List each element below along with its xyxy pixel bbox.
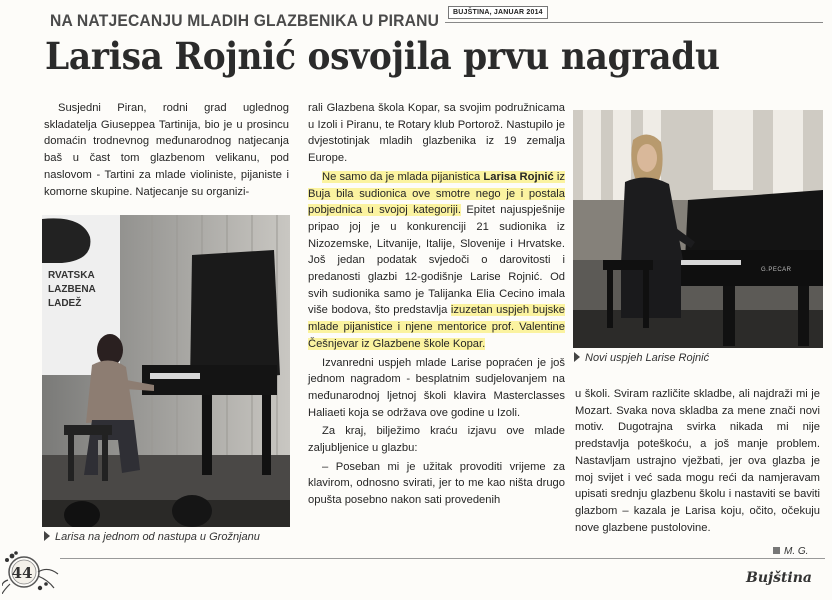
highlight: iz Buja bila sudionica ove smotre nego je i postala pobjednica u svojoj kategoriji. bbox=[308, 170, 566, 217]
caption-text: Novi uspjeh Larise Rojnić bbox=[585, 352, 710, 364]
caption-marker-icon bbox=[574, 352, 580, 362]
paragraph: u školi. Sviram različite skladbe, ali najdraži mi je Mozart. Svaka nova skladba za mene znači novi motiv. Dugotrajna svirka nikada mi nije predstavlja poteškoću, a još manje problem. Nastavljam ustrajno vježbati, jer ova glazba je moj svijet i već sada mogu reći da namjeravam upisati srednju glazbenu školu i nastaviti se baviti glazbom – kazala je Larisa koju, očito, očekuju nove glazbene pustolovine. bbox=[575, 388, 820, 534]
photo-2-caption bbox=[574, 352, 709, 364]
paragraph-highlighted bbox=[308, 169, 565, 353]
caption-text: Larisa na jednom od nastupa u Grožnjanu bbox=[55, 531, 260, 543]
caption-marker-icon bbox=[44, 531, 50, 541]
article-column-3 bbox=[575, 386, 820, 536]
photo-concert-groznjan bbox=[42, 215, 290, 527]
author-initials: M. G. bbox=[784, 546, 809, 557]
section-kicker: NA NATJECANJU MLADIH GLAZBENIKA U PIRANU bbox=[50, 11, 440, 30]
banner-line-2: LAZBENA bbox=[48, 284, 96, 295]
author-byline bbox=[773, 546, 808, 557]
paragraph: Susjedni Piran, rodni grad uglednog skladatelja Giuseppea Tartinija, bio je u prosincu domaćin trodnevnog međunarodnog natjecanja baš u čast tom glazbenom velikanu, pod naslovom - Tartini za mlade violiniste, pijaniste i komorne skupine. Natjecanje su organizi- bbox=[44, 102, 289, 198]
top-rule bbox=[445, 22, 823, 23]
issue-dateline: BUJŠTINA, JANUAR 2014 bbox=[448, 6, 548, 19]
paragraph: – Poseban mi je užitak provoditi vrijeme za klavirom, odnosno svirati, jer to me kao ništa drugo opušta posebno nakon sati provedenih bbox=[308, 460, 565, 507]
piano-brand: G.PECAR bbox=[761, 267, 792, 273]
photo-pianist-portrait bbox=[573, 110, 823, 348]
paragraph: Izvanredni uspjeh mlade Larise popraćen je još jednom nagradom - besplatnim sudjelovanjem na međunarodnoj ljetnoj školi klavira Masterclasses Haliaeti koja se održava ove godine u Izoli. bbox=[308, 356, 565, 419]
bottom-rule bbox=[60, 558, 825, 559]
banner-line-3: LADEŽ bbox=[48, 298, 82, 309]
highlight-name: Larisa Rojnić bbox=[483, 170, 554, 183]
article-column-2 bbox=[308, 100, 565, 509]
paragraph: Za kraj, bilježimo kraću izjavu ove mlade zaljubljenice u glazbu: bbox=[308, 425, 565, 455]
article-headline: Larisa Rojnić osvojila prvu nagradu bbox=[45, 34, 720, 78]
page-number: 44 bbox=[11, 564, 33, 582]
byline-square-icon bbox=[773, 547, 780, 554]
paragraph: rali Glazbena škola Kopar, sa svojim podružnicama u Izoli i Piranu, te Rotary klub Portorož. Nastupilo je dvjestotinjak mladih glazbenika iz 19 zemalja Europe. bbox=[308, 102, 565, 165]
publication-brand: Bujština bbox=[746, 570, 812, 586]
article-column-1 bbox=[44, 100, 289, 200]
highlight: izuzetan uspjeh bujske mlade pijanistice i njene mentorice prof. Valentine Češnjevar iz Glazbene škole Kopar. bbox=[308, 304, 565, 350]
photo-1-caption bbox=[44, 531, 260, 543]
banner-line-1: RVATSKA bbox=[48, 270, 95, 281]
highlight: Ne samo da je mlada pijanistica bbox=[322, 170, 481, 183]
paragraph-text: Epitet najuspješnije pripao joj je u konkurenciji 21 sudionika iz Nizozemske, Litvanije, Italije, Slovenije i Hrvatske. Još jedan podatak svjedoči o darovitosti i predanosti glazbi 12-godišnje Larise Rojnić. Od svih sudionika samo je Talijanka Elia Cecino imala više bodova, što predstavlja bbox=[308, 204, 565, 317]
